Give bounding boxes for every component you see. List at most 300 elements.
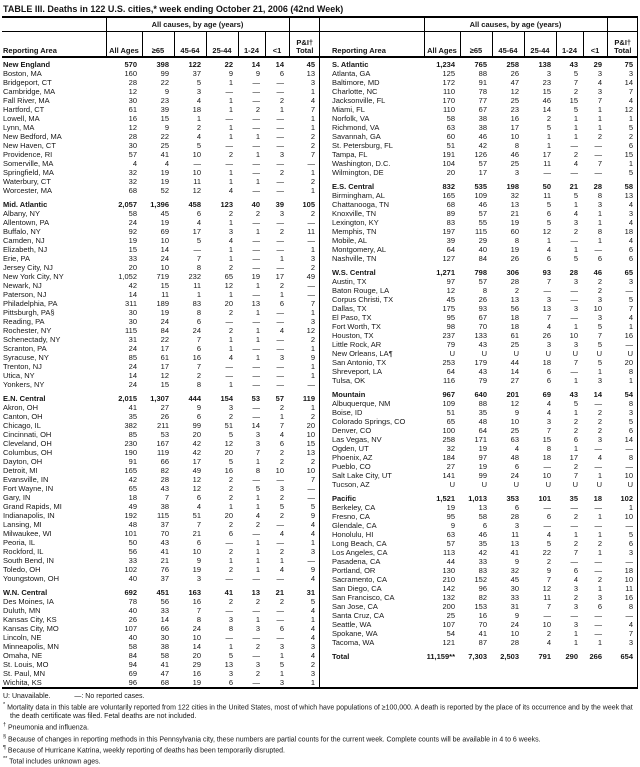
value-cell: 127 [442, 254, 455, 263]
value-cell: 13 [510, 295, 519, 304]
value-cell: — [225, 114, 233, 123]
value-cell: 6 [546, 512, 551, 521]
value-cell: 2 [310, 209, 315, 218]
value-cell: U [596, 480, 602, 489]
value-cell: 58 [160, 651, 169, 660]
value-cell: 1 [597, 114, 602, 123]
value-cell: 82 [478, 593, 487, 602]
reporting-area-cell: Long Beach, CA [332, 539, 387, 548]
value-cell: 12 [510, 399, 519, 408]
value-cell: 1 [228, 78, 233, 87]
value-cell: 65 [224, 272, 233, 281]
value-cell: 32 [446, 444, 455, 453]
col-header-lt1: <1 [583, 31, 607, 57]
reporting-area-cell: New Haven, CT [3, 141, 56, 150]
reporting-area-cell: New York City, NY [3, 272, 64, 281]
value-cell: 20 [224, 511, 233, 520]
value-cell: 1,234 [436, 60, 455, 69]
reporting-area-cell: Pasadena, CA [332, 557, 381, 566]
value-cell: 70 [160, 529, 169, 538]
value-cell: 119 [157, 448, 169, 457]
value-cell: 13 [306, 448, 315, 457]
value-cell: — [225, 362, 233, 371]
value-cell: 19 [251, 272, 260, 281]
region-total-row [320, 390, 638, 399]
value-cell: 1 [310, 123, 315, 132]
value-cell: — [543, 503, 551, 512]
value-cell: 14 [275, 60, 284, 69]
value-cell: 10 [510, 417, 519, 426]
reporting-area-cell: St. Petersburg, FL [332, 141, 393, 150]
value-cell: 49 [192, 466, 201, 475]
value-cell: 84 [128, 651, 137, 660]
value-cell: — [276, 245, 284, 254]
value-cell: 58 [128, 209, 137, 218]
footnote-marker: ¶ [3, 744, 6, 751]
value-cell: — [276, 380, 284, 389]
value-cell: 2 [228, 520, 233, 529]
value-cell: 232 [188, 272, 201, 281]
value-cell: 15 [542, 435, 551, 444]
value-cell: 2 [279, 168, 284, 177]
value-cell: 19 [160, 308, 169, 317]
reporting-area-cell: Houston, TX [332, 331, 374, 340]
city-row [320, 435, 638, 444]
value-cell: 42 [128, 281, 137, 290]
value-cell: 25 [510, 159, 519, 168]
city-row [320, 548, 638, 557]
value-cell: 24 [510, 620, 519, 629]
value-cell: — [276, 78, 284, 87]
value-cell: 6 [546, 376, 551, 385]
value-cell: 1 [310, 371, 315, 380]
value-cell: 2 [279, 448, 284, 457]
value-cell: — [276, 371, 284, 380]
reporting-area-cell: Tulsa, OK [332, 376, 366, 385]
value-cell: 1 [255, 538, 260, 547]
value-cell: 382 [124, 421, 137, 430]
value-cell: 1 [255, 177, 260, 186]
city-row [320, 114, 638, 123]
value-cell: — [252, 186, 260, 195]
reporting-area-cell: Camden, NJ [3, 236, 45, 245]
value-cell: 19 [446, 503, 455, 512]
value-cell: 1 [228, 177, 233, 186]
reporting-area-cell: Los Angeles, CA [332, 548, 388, 557]
value-cell: 88 [478, 69, 487, 78]
reporting-area-cell: Berkeley, CA [332, 503, 376, 512]
value-cell: 15 [306, 439, 315, 448]
value-cell: U [481, 480, 487, 489]
value-cell: 95 [446, 313, 455, 322]
reporting-area-cell: Atlanta, GA [332, 69, 371, 78]
value-cell: 10 [542, 620, 551, 629]
reporting-area-cell: Norfolk, VA [332, 114, 370, 123]
value-cell: 54 [624, 390, 633, 399]
value-cell: 5 [228, 457, 233, 466]
value-cell: 49 [306, 272, 315, 281]
value-cell: 91 [478, 78, 487, 87]
city-row [2, 227, 320, 236]
value-cell: 1 [255, 150, 260, 159]
value-cell: 3 [255, 624, 260, 633]
value-cell: — [570, 611, 578, 620]
reporting-area-cell: Seattle, WA [332, 620, 372, 629]
value-cell: — [276, 606, 284, 615]
value-cell: 6 [628, 539, 633, 548]
reporting-area-cell: Akron, OH [3, 403, 39, 412]
value-cell: 7 [546, 602, 551, 611]
value-cell: 2 [514, 286, 519, 295]
value-cell: 56 [510, 304, 519, 313]
value-cell: 46 [478, 200, 487, 209]
value-cell: — [252, 412, 260, 421]
value-cell: — [543, 521, 551, 530]
value-cell: 6 [628, 254, 633, 263]
value-cell: 1 [597, 218, 602, 227]
value-cell: 115 [157, 511, 169, 520]
value-cell: 4 [132, 159, 137, 168]
city-row [2, 651, 320, 660]
reporting-area-cell: Newark, NJ [3, 281, 42, 290]
reporting-area-cell: Duluth, MN [3, 606, 41, 615]
col-header-lt1: <1 [265, 31, 289, 57]
reporting-area-cell: Total [332, 652, 350, 661]
value-cell: 6 [546, 209, 551, 218]
reporting-area-cell: Fall River, MA [3, 96, 50, 105]
value-cell: 1,271 [436, 268, 455, 277]
value-cell: 64 [446, 367, 455, 376]
value-cell: 2 [597, 277, 602, 286]
value-cell: 48 [128, 520, 137, 529]
value-cell: 4 [573, 575, 578, 584]
value-cell: 1,396 [150, 200, 169, 209]
value-cell: 5 [546, 218, 551, 227]
value-cell: 24 [192, 326, 201, 335]
value-cell: — [625, 340, 633, 349]
value-cell: 1 [279, 105, 284, 114]
reporting-area-cell: Worcester, MA [3, 186, 53, 195]
city-row [2, 624, 320, 633]
region-total-row [320, 182, 638, 191]
city-row [2, 281, 320, 290]
value-cell: 1 [573, 245, 578, 254]
value-cell: 3 [196, 87, 201, 96]
value-cell: 1 [255, 502, 260, 511]
value-cell: 165 [124, 466, 137, 475]
value-cell: 57 [128, 150, 137, 159]
value-cell: 30 [128, 317, 137, 326]
value-cell: — [252, 344, 260, 353]
value-cell: 31 [306, 588, 315, 597]
city-row [2, 371, 320, 380]
value-cell: 1 [228, 335, 233, 344]
value-cell: 97 [446, 277, 455, 286]
city-row [2, 502, 320, 511]
value-cell: 165 [442, 191, 455, 200]
reporting-area-cell: Syracuse, NY [3, 353, 49, 362]
value-cell: 43 [478, 340, 487, 349]
value-cell: — [570, 557, 578, 566]
value-cell: 200 [442, 602, 455, 611]
value-cell: 24 [510, 471, 519, 480]
reporting-area-cell: New England [3, 60, 51, 69]
value-cell: 2 [573, 417, 578, 426]
value-cell: — [252, 114, 260, 123]
value-cell: U [572, 349, 578, 358]
value-cell: 5 [573, 191, 578, 200]
value-cell: 3 [196, 574, 201, 583]
value-cell: 791 [538, 652, 551, 661]
value-cell: 2 [279, 511, 284, 520]
value-cell: 4 [628, 200, 633, 209]
value-cell: 14 [624, 435, 633, 444]
city-row [320, 471, 638, 480]
value-cell: 7 [196, 362, 201, 371]
value-cell: U [596, 349, 602, 358]
value-cell: 2 [310, 660, 315, 669]
value-cell: 17 [510, 123, 519, 132]
city-row [2, 186, 320, 195]
value-cell: 27 [446, 462, 455, 471]
value-cell: 3 [597, 295, 602, 304]
value-cell: 4 [310, 96, 315, 105]
city-row [2, 245, 320, 254]
value-cell: 2 [597, 286, 602, 295]
value-cell: 43 [569, 60, 578, 69]
value-cell: 41 [224, 588, 233, 597]
city-row [320, 245, 638, 254]
value-cell: 30 [510, 584, 519, 593]
value-cell: — [276, 335, 284, 344]
city-row [320, 521, 638, 530]
value-cell: 17 [275, 272, 284, 281]
value-cell: 16 [510, 114, 519, 123]
value-cell: 22 [160, 78, 169, 87]
reporting-area-cell: Elizabeth, NJ [3, 245, 48, 254]
value-cell: 8 [628, 367, 633, 376]
value-cell: 3 [514, 521, 519, 530]
city-row [2, 96, 320, 105]
value-cell: 4 [279, 326, 284, 335]
value-cell: 458 [188, 200, 201, 209]
value-cell: 92 [128, 227, 137, 236]
value-cell: 96 [478, 584, 487, 593]
value-cell: 1 [310, 362, 315, 371]
city-row [2, 168, 320, 177]
value-cell: 11 [161, 290, 169, 299]
value-cell: 55 [478, 218, 487, 227]
value-cell: 171 [474, 435, 487, 444]
value-cell: 3 [514, 168, 519, 177]
footnote-pneumonia [3, 721, 636, 732]
value-cell: — [625, 444, 633, 453]
value-cell: 7 [597, 331, 602, 340]
value-cell: — [276, 236, 284, 245]
value-cell: 17 [192, 457, 201, 466]
value-cell: 1 [228, 380, 233, 389]
value-cell: 4 [255, 511, 260, 520]
reporting-area-cell: Wichita, KS [3, 678, 42, 687]
value-cell: — [252, 96, 260, 105]
value-cell: 30 [128, 141, 137, 150]
value-cell: 10 [542, 471, 551, 480]
value-cell: — [225, 633, 233, 642]
value-cell: 17 [192, 227, 201, 236]
value-cell: 290 [565, 652, 578, 661]
col-header-25-44: 25-44 [206, 31, 238, 57]
value-cell: 12 [624, 105, 633, 114]
region-total-row [320, 57, 638, 69]
value-cell: 1 [310, 87, 315, 96]
value-cell: 4 [546, 322, 551, 331]
value-cell: 64 [446, 245, 455, 254]
value-cell: — [252, 574, 260, 583]
value-cell: 10 [306, 466, 315, 475]
value-cell: 21 [569, 182, 578, 191]
value-cell: 10 [624, 512, 633, 521]
value-cell: 28 [510, 277, 519, 286]
reporting-area-cell: San Antonio, TX [332, 358, 387, 367]
value-cell: — [276, 615, 284, 624]
value-cell: 17 [160, 344, 169, 353]
value-cell: 3 [597, 200, 602, 209]
value-cell: 2 [255, 642, 260, 651]
value-cell: 311 [125, 299, 137, 308]
value-cell: 1 [628, 114, 633, 123]
age-spanner-header: All causes, by age (years) [424, 18, 607, 31]
value-cell: 10 [624, 575, 633, 584]
value-cell: 66 [160, 624, 169, 633]
value-cell: 12 [510, 87, 519, 96]
value-cell: 20 [446, 168, 455, 177]
value-cell: — [276, 633, 284, 642]
value-cell: — [252, 380, 260, 389]
value-cell: 570 [124, 60, 137, 69]
value-cell: 70 [478, 322, 487, 331]
value-cell: 172 [442, 78, 455, 87]
value-cell: 37 [160, 520, 169, 529]
value-cell: 1 [255, 132, 260, 141]
value-cell: 4 [164, 159, 169, 168]
reporting-area-cell: Mobile, AL [332, 236, 368, 245]
value-cell: 9 [164, 123, 169, 132]
legend-no-cases: —: No reported cases. [74, 693, 145, 700]
value-cell: 5 [573, 69, 578, 78]
value-cell: 3 [310, 642, 315, 651]
value-cell: 1 [628, 376, 633, 385]
value-cell: 15 [160, 114, 169, 123]
value-cell: 19 [160, 168, 169, 177]
value-cell: 4 [228, 236, 233, 245]
value-cell: 2 [597, 408, 602, 417]
city-row [2, 105, 320, 114]
value-cell: — [307, 493, 315, 502]
value-cell: 83 [478, 566, 487, 575]
value-cell: 1 [597, 367, 602, 376]
value-cell: 41 [160, 150, 169, 159]
value-cell: — [594, 168, 602, 177]
city-row [320, 331, 638, 340]
value-cell: 14 [624, 78, 633, 87]
value-cell: 5 [546, 539, 551, 548]
reporting-area-cell: W.N. Central [3, 588, 48, 597]
value-cell: 20 [624, 358, 633, 367]
value-cell: — [225, 538, 233, 547]
reporting-area-cell: Allentown, PA [3, 218, 50, 227]
value-cell: U [513, 349, 519, 358]
value-cell: — [252, 141, 260, 150]
reporting-area-cell: Lexington, KY [332, 218, 379, 227]
value-cell: 14 [593, 390, 602, 399]
value-cell: 1 [279, 412, 284, 421]
value-cell: 2 [573, 593, 578, 602]
value-cell: — [252, 159, 260, 168]
value-cell: — [570, 503, 578, 512]
value-cell: 6 [573, 566, 578, 575]
city-row [2, 493, 320, 502]
city-row [2, 299, 320, 308]
value-cell: 1 [573, 123, 578, 132]
value-cell: 4 [228, 353, 233, 362]
value-cell: — [276, 263, 284, 272]
value-cell: 230 [124, 439, 137, 448]
value-cell: 7 [573, 78, 578, 87]
value-cell: 57 [478, 277, 487, 286]
value-cell: 32 [128, 177, 137, 186]
reporting-area-cell: Youngstown, OH [3, 574, 60, 583]
value-cell: 4 [196, 132, 201, 141]
city-row [2, 475, 320, 484]
value-cell: 6 [279, 624, 284, 633]
value-cell: 5 [597, 322, 602, 331]
value-cell: 1 [228, 642, 233, 651]
city-row [2, 78, 320, 87]
reporting-area-cell: Savannah, GA [332, 132, 381, 141]
value-cell: — [307, 484, 315, 493]
value-cell: 16 [624, 593, 633, 602]
value-cell: 28 [593, 182, 602, 191]
reporting-area-cell: Santa Cruz, CA [332, 611, 385, 620]
value-cell: 1 [228, 502, 233, 511]
reporting-area-cell: Spokane, WA [332, 629, 378, 638]
reporting-area-cell: Jersey City, NJ [3, 263, 53, 272]
value-cell: 160 [124, 69, 137, 78]
value-cell: — [543, 611, 551, 620]
city-row [2, 236, 320, 245]
legend-line [3, 692, 636, 701]
value-cell: 2 [279, 281, 284, 290]
value-cell: 41 [128, 403, 137, 412]
value-cell: 1 [255, 227, 260, 236]
value-cell: 1 [546, 236, 551, 245]
value-cell: 20 [224, 299, 233, 308]
value-cell: 65 [128, 484, 137, 493]
value-cell: 89 [446, 209, 455, 218]
value-cell: 2 [228, 209, 233, 218]
footnote-text: Mortality data in this table are voluntarily reported from 122 cities in the United States, most of which have populations of ≥100,000. A death is reported by the place of its occurrence and by the week that the death certificate was filed. Fetal deaths are not included. [7, 704, 633, 721]
value-cell: 32 [510, 191, 519, 200]
value-cell: 3 [628, 638, 633, 647]
value-cell: 24 [192, 624, 201, 633]
value-cell: 1 [310, 114, 315, 123]
value-cell: 5 [279, 502, 284, 511]
value-cell: 99 [192, 421, 201, 430]
city-row [2, 466, 320, 475]
value-cell: 58 [446, 114, 455, 123]
value-cell: 2 [228, 547, 233, 556]
value-cell: 28 [128, 132, 137, 141]
